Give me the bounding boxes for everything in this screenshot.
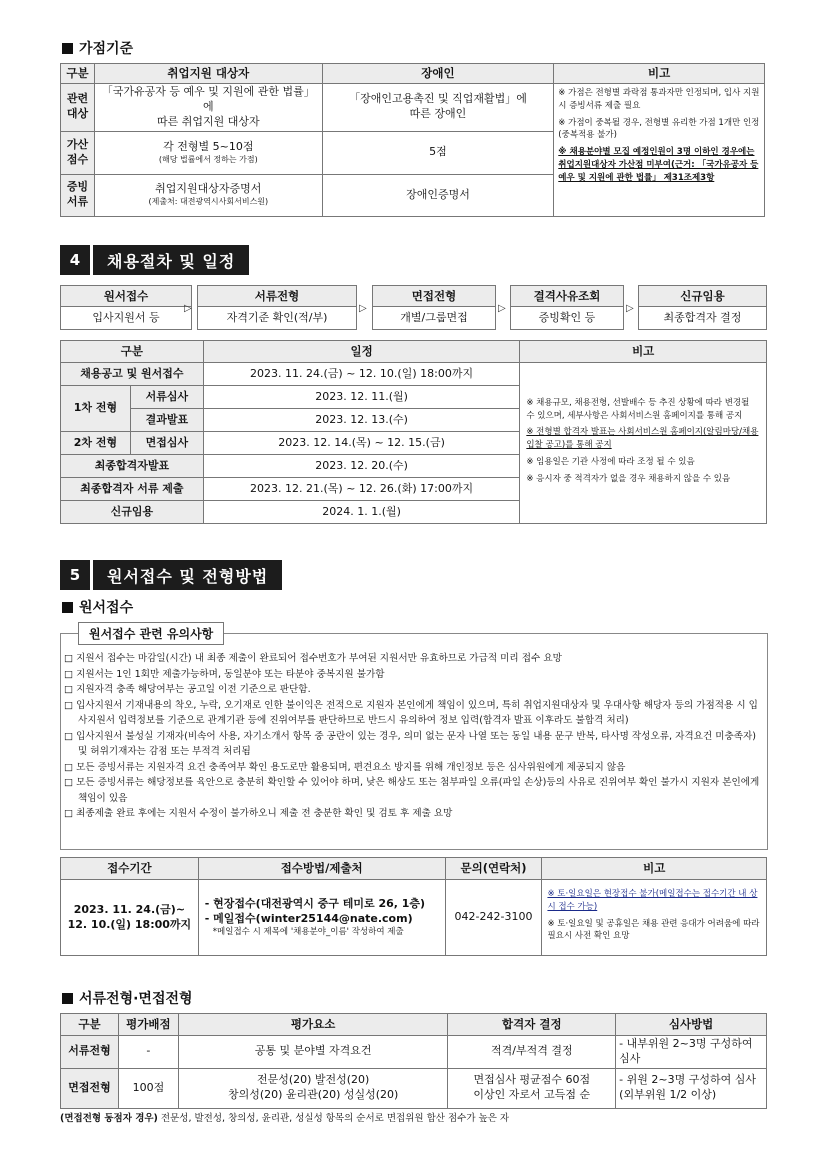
row-label: 증빙 서류: [61, 174, 95, 216]
flow-step-title: 신규임용: [639, 286, 766, 307]
note-item: ※ 응시자 중 적격자가 없을 경우 채용하지 않을 수 있음: [526, 473, 731, 484]
section-title: 원서접수 및 전형방법: [93, 560, 282, 590]
row-label: 관련 대상: [61, 84, 95, 132]
section-number: 4: [60, 245, 90, 275]
flow-step-desc: 증빙확인 등: [538, 311, 596, 324]
screening-table: [60, 1013, 767, 1109]
section-heading-bonus: [62, 38, 133, 58]
col-header: 합격자 결정: [448, 1014, 616, 1036]
arrow-right-icon: ▷: [626, 303, 634, 314]
schedule-date: 2023. 12. 21.(목) ~ 12. 26.(화) 17:00까지: [203, 478, 520, 501]
flow-step: [372, 285, 496, 330]
flow-step-title: 원서접수: [61, 286, 191, 307]
row-label: 결과발표: [130, 409, 203, 432]
note-item: ※ 가점은 전형별 과락점 통과자만 인정되며, 입사 지원 시 증빙서류 제출 필요: [558, 88, 760, 111]
row-label: 서류전형: [61, 1036, 119, 1069]
square-bullet-icon: [62, 602, 73, 613]
notice-item: □ 지원서 접수는 마감일(시간) 내 최종 제출이 완료되어 접수번호가 부여된 지원서만 유효하므로 가급적 미리 접수 요망: [64, 653, 562, 664]
footnote-text: 전문성, 발전성, 창의성, 윤리관, 성실성 항목의 순서로 면접위원 합산 점수가 높은 자: [157, 1113, 510, 1124]
row-label: 서류심사: [130, 386, 203, 409]
schedule-notes: [520, 363, 767, 524]
note-item: ※ 임용일은 기관 사정에 따라 조정 될 수 있음: [526, 456, 695, 467]
table-cell: 100점: [118, 1068, 178, 1108]
notice-item: □ 입사지원서 불성실 기재자(비속어 사용, 자기소개서 항목 중 공란이 있는 경우, 의미 없는 문자 나열 또는 동일 내용 문구 반복, 타사명 작성오류, 자격요건 미충족자) 및 허위기재자는 감점 또는 부적격 처리됨: [64, 730, 757, 758]
flow-step: [638, 285, 767, 330]
row-label: 면접심사: [130, 432, 203, 455]
bonus-table: [60, 63, 765, 217]
notice-item: □ 지원서는 1인 1회만 제출가능하며, 동일분야 또는 타분야 중복지원 불가함: [64, 668, 385, 680]
subsection-title: 서류전형·면접전형: [79, 991, 193, 1007]
table-cell: - 내부위원 2~3명 구성하여 심사: [616, 1036, 767, 1069]
table-cell: 면접심사 평균점수 60점 이상인 자로서 고득점 순: [448, 1068, 616, 1108]
table-cell: 「장애인고용촉진 및 직업재활법」에 따른 장애인: [322, 84, 554, 132]
section-4-header: [60, 245, 249, 275]
square-bullet-icon: [62, 993, 73, 1004]
table-cell: -: [118, 1036, 178, 1069]
method-email: - 메일접수(winter25144@nate.com): [204, 911, 413, 925]
col-header: 일정: [203, 341, 520, 363]
col-header: 문의(연락처): [445, 858, 542, 880]
table-cell: 5점: [322, 131, 554, 174]
subsection-heading-application: [62, 597, 133, 617]
table-cell: 전문성(20) 발전성(20) 창의성(20) 윤리관(20) 성실성(20): [178, 1068, 448, 1108]
note-item: ※ 채용규모, 채용전형, 선발배수 등 추진 상황에 따라 변경될 수 있으며, 세부사항은 사회서비스원 홈페이지를 통해 공지: [526, 397, 750, 421]
flow-step-desc: 자격기준 확인(적/부): [226, 311, 328, 324]
row-group-label: 2차 전형: [61, 432, 131, 455]
cell-main: 각 전형별 5~10점: [163, 139, 254, 153]
col-header: 구분: [61, 1014, 119, 1036]
application-notes: [542, 880, 767, 956]
notice-title: 원서접수 관련 유의사항: [78, 622, 224, 645]
row-label: 가산 점수: [61, 131, 95, 174]
note-item: ※ 전형별 합격자 발표는 사회서비스원 홈페이지(알림마당/채용입찰 공고)를 통해 공지: [526, 427, 759, 450]
section-5-header: [60, 560, 282, 590]
row-group-label: 1차 전형: [61, 386, 131, 432]
notice-item: □ 모든 증빙서류는 해당정보를 육안으로 충분히 확인할 수 있어야 하며, 낮은 해상도 또는 첨부파일 오류(파일 손상)등의 사유로 진위여부 확인 불가시 지원자 본인에게 책임이 있음: [64, 777, 760, 804]
table-cell: - 위원 2~3명 구성하여 심사 (외부위원 1/2 이상): [616, 1068, 767, 1108]
section-title-text: 가점기준: [79, 41, 134, 57]
arrow-right-icon: ▷: [359, 303, 367, 314]
notice-item: □ 최종제출 완료 후에는 지원서 수정이 불가하오니 제출 전 충분한 확인 및 검토 후 제출 요망: [64, 808, 453, 820]
col-header: 구분: [61, 341, 204, 363]
application-method: [198, 880, 445, 956]
flow-step-desc: 최종합격자 결정: [663, 311, 742, 324]
square-bullet-icon: [62, 43, 73, 54]
flow-step-desc: 개별/그룹면접: [400, 311, 468, 324]
footnote-label: (면접전형 동점자 경우): [60, 1113, 158, 1124]
row-label: 신규임용: [61, 501, 204, 524]
application-table: [60, 857, 767, 956]
schedule-date: 2023. 12. 14.(목) ~ 12. 15.(금): [203, 432, 520, 455]
bonus-notes: [554, 84, 765, 217]
table-cell: 「국가유공자 등 예우 및 지원에 관한 법률」에 따른 취업지원 대상자: [94, 84, 322, 132]
subsection-title: 원서접수: [79, 600, 134, 616]
col-header: 접수기간: [61, 858, 199, 880]
table-cell: [94, 131, 322, 174]
cell-sub: (해당 법률에서 정하는 가점): [158, 154, 258, 164]
row-label: 면접전형: [61, 1068, 119, 1108]
flow-step-title: 서류전형: [198, 286, 356, 307]
col-header: 접수방법/제출처: [198, 858, 445, 880]
schedule-date: 2023. 12. 11.(월): [203, 386, 520, 409]
schedule-date: 2023. 11. 24.(금) ~ 12. 10.(일) 18:00까지: [203, 363, 520, 386]
section-title: 채용절차 및 일정: [93, 245, 249, 275]
cell-sub: (제출처: 대전광역시사회서비스원): [148, 197, 269, 207]
cell-main: 취업지원대상자증명서: [155, 182, 262, 196]
subsection-heading-screening: [62, 988, 193, 1008]
flow-step-desc: 입사지원서 등: [92, 311, 160, 324]
notice-item: □ 지원자격 충족 해당여부는 공고일 이전 기준으로 판단함.: [64, 684, 311, 696]
table-cell: 적격/부적격 결정: [448, 1036, 616, 1069]
note-item: ※ 채용분야별 모집 예정인원이 3명 이하인 경우에는 취업지원대상자 가산점 미부여(근거: 「국가유공자 등 예우 및 지원에 관한 법률」 제31조제3항: [558, 147, 759, 183]
arrow-right-icon: ▷: [498, 303, 506, 314]
col-header: 장애인: [322, 64, 554, 84]
method-onsite: - 현장접수(대전광역시 중구 테미로 26, 1층): [204, 896, 426, 910]
footnote: [60, 1110, 509, 1124]
flow-step: [510, 285, 624, 330]
notice-list: [64, 651, 764, 822]
schedule-date: 2024. 1. 1.(월): [203, 501, 520, 524]
flow-step: [197, 285, 357, 330]
col-header: 비고: [542, 858, 767, 880]
col-header: 평가요소: [178, 1014, 448, 1036]
contact-phone: 042-242-3100: [445, 880, 542, 956]
col-header: 심사방법: [616, 1014, 767, 1036]
flow-step: [60, 285, 192, 330]
col-header: 비고: [520, 341, 767, 363]
table-cell: 공통 및 분야별 자격요건: [178, 1036, 448, 1069]
note-item: ※ 토·일요일 및 공휴일은 채용 관련 응대가 어려움에 따라 필요시 사전 확인 요망: [547, 918, 760, 942]
row-label: 최종합격자발표: [61, 455, 204, 478]
table-cell: 장애인증명서: [322, 174, 554, 216]
row-label: 채용공고 및 원서접수: [61, 363, 204, 386]
col-header: 평가배점: [118, 1014, 178, 1036]
note-item: ※ 가점이 중복될 경우, 전형별 유리한 가점 1개만 인정(중복적용 불가): [558, 117, 760, 141]
notice-item: □ 모든 증빙서류는 지원자격 요건 충족여부 확인 용도로만 활용되며, 편견요소 방지를 위해 개인정보 등은 심사위원에게 제공되지 않음: [64, 761, 626, 773]
note-item: ※ 토·일요일은 현장접수 불가(메일접수는 접수기간 내 상시 접수 가능): [547, 889, 758, 912]
section-number: 5: [60, 560, 90, 590]
row-label: 최종합격자 서류 제출: [61, 478, 204, 501]
col-header: 구분: [61, 64, 95, 84]
application-period: 2023. 11. 24.(금)~ 12. 10.(일) 18:00까지: [61, 880, 199, 956]
table-cell: [94, 174, 322, 216]
flow-step-title: 결격사유조회: [511, 286, 623, 307]
col-header: 비고: [554, 64, 765, 84]
schedule-date: 2023. 12. 13.(수): [203, 409, 520, 432]
col-header: 취업지원 대상자: [94, 64, 322, 84]
notice-item: □ 입사지원서 기재내용의 착오, 누락, 오기재로 인한 불이익은 전적으로 지원자 본인에게 책임이 있으며, 특히 취업지원대상자 및 우대사항 해당자 등의 가점적용 시 입사지원서 입력정보를 기준으로 관계기관 등에 진위여부를 판단하므로 반드시 유의하여 정보 입력(합격자 발표 이후라도 불합격 처리): [64, 699, 758, 727]
schedule-date: 2023. 12. 20.(수): [203, 455, 520, 478]
method-email-note: *메일접수 시 제목에 '채용분야_이름' 작성하여 제출: [212, 926, 404, 937]
flow-step-title: 면접전형: [373, 286, 495, 307]
arrow-right-icon: ▷: [184, 303, 192, 314]
schedule-table: [60, 340, 767, 524]
